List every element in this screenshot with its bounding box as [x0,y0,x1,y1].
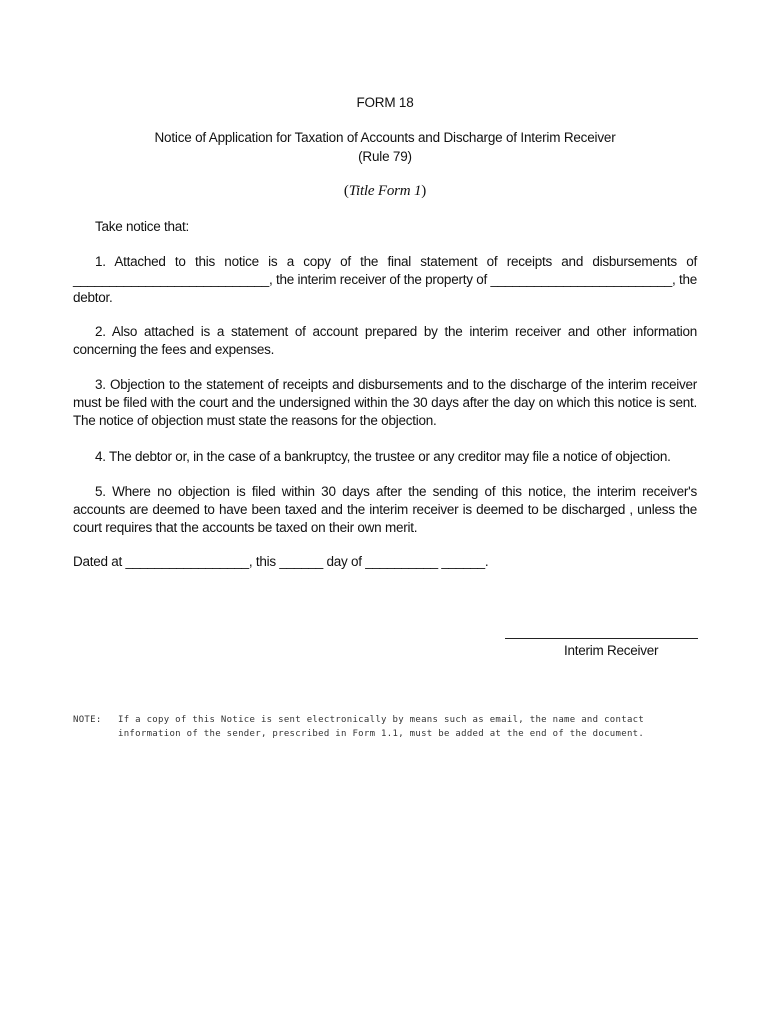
paragraph-3 [73,376,697,430]
paragraph-2-text: 2. Also attached is a statement of account prepared by the interim receiver and other information concerning the fees and expenses. [73,324,697,357]
signature-label: Interim Receiver [564,643,659,658]
note-label: NOTE: [73,715,102,725]
paragraph-4-text: 4. The debtor or, in the case of a bankruptcy, the trustee or any creditor may file a notice of objection. [95,449,671,464]
note-row-1 [73,713,644,727]
note-line-1: If a copy of this Notice is sent electronically by means such as email, the name and contact [118,715,645,725]
note-block [73,713,644,741]
paragraph-3-text: 3. Objection to the statement of receipts and disbursements and to the discharge of the interim receiver must be filed with the court and the undersigned within the 30 days after the day on which this notice is sent. The notice of objection must state the reasons for the objection. [73,377,697,428]
form-number: FORM 18 [356,95,414,110]
rule-reference: (Rule 79) [358,149,412,164]
paragraph-5 [73,483,697,537]
intro-text: Take notice that: [95,219,190,234]
title-form-reference [0,183,770,200]
form-title: Notice of Application for Taxation of Accounts and Discharge of Interim Receiver [154,130,616,145]
paragraph-4 [73,448,697,466]
title-form-close-paren: ) [421,183,427,199]
paragraph-2 [73,323,697,359]
signature-line [505,638,698,639]
dated-line: Dated at _________________, this ______ day of __________ ______. [73,554,489,569]
note-line-2: information of the sender, prescribed in Form 1.1, must be added at the end of the document. [118,729,645,739]
paragraph-5-text: 5. Where no objection is filed within 30 days after the sending of this notice, the interim receiver's accounts are deemed to have been taxed and the interim receiver is deemed to be discharged , unless the court requires that the accounts be taxed on their own merit. [73,484,697,535]
paragraph-1 [73,253,697,307]
title-form-italic: Title Form 1 [348,183,422,199]
paragraph-1-text: 1. Attached to this notice is a copy of the final statement of receipts and disbursements of ___________________________, the interim receiver of the property of _________________________, the debtor. [73,254,697,305]
title-form-open-paren: ( [343,183,349,199]
